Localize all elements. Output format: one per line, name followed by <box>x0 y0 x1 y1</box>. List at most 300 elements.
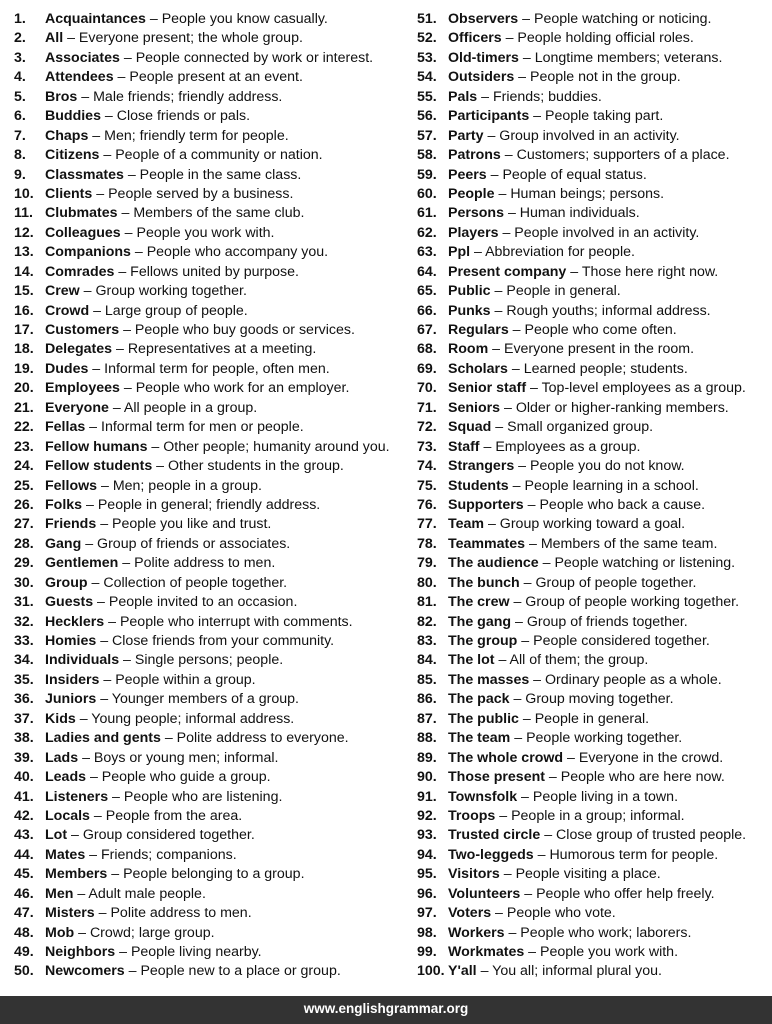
item-term: Juniors <box>45 691 97 708</box>
item-number: 23. <box>14 438 34 455</box>
item-number: 30. <box>14 574 34 591</box>
item-definition: Informal term for people, often men. <box>104 360 330 377</box>
item-definition: People considered together. <box>533 633 710 649</box>
item-term: Supporters <box>448 496 524 513</box>
item-definition: Group working toward a goal. <box>499 516 686 533</box>
item-separator: – <box>94 905 111 922</box>
item-separator: – <box>510 730 527 747</box>
list-item <box>14 535 404 554</box>
item-definition: People not in the group. <box>530 69 681 86</box>
item-text <box>45 515 271 534</box>
item-text <box>45 496 320 515</box>
item-separator: – <box>508 322 525 338</box>
list-item <box>14 418 404 437</box>
item-number: 64. <box>417 263 437 280</box>
item-number: 55. <box>417 88 437 105</box>
item-text <box>45 107 250 126</box>
item-separator: – <box>79 283 96 300</box>
item-number: 62. <box>417 224 437 241</box>
item-term: Scholars <box>448 360 508 377</box>
item-number: 77. <box>417 516 437 533</box>
item-text <box>448 924 691 943</box>
item-term: Men <box>45 885 74 902</box>
item-term: Crowd <box>45 302 90 319</box>
item-text <box>45 302 248 321</box>
item-term: The team <box>448 730 511 747</box>
item-text <box>448 846 718 865</box>
item-term: Room <box>448 341 489 358</box>
item-definition: People who guide a group. <box>101 769 271 786</box>
item-separator: – <box>518 49 535 66</box>
item-number: 47. <box>14 905 34 922</box>
item-definition: Everyone present in the room. <box>503 341 695 358</box>
list-item <box>417 263 772 282</box>
list-item <box>417 29 772 48</box>
item-separator: – <box>500 147 517 164</box>
item-separator: – <box>115 944 131 960</box>
item-definition: People living in a town. <box>532 788 679 805</box>
item-text <box>448 302 711 321</box>
item-number: 43. <box>14 827 34 844</box>
item-separator: – <box>96 691 112 708</box>
item-separator: – <box>88 360 105 377</box>
item-number: 3. <box>14 49 26 66</box>
item-term: Gang <box>45 535 82 552</box>
item-number: 18. <box>14 341 34 358</box>
item-separator: – <box>130 244 147 261</box>
list-item <box>417 360 772 379</box>
list-item <box>14 360 404 379</box>
item-text <box>45 865 305 884</box>
list-item <box>417 846 772 865</box>
list-item <box>14 554 404 573</box>
item-definition: People you do not know. <box>530 458 685 475</box>
item-text <box>448 788 678 807</box>
footer-website-link[interactable]: www.englishgrammar.org <box>0 996 772 1024</box>
item-separator: – <box>107 866 124 883</box>
list-item <box>14 729 404 748</box>
item-number: 92. <box>417 807 437 824</box>
item-separator: – <box>118 555 135 572</box>
item-text <box>448 807 685 826</box>
list-item <box>14 826 404 845</box>
item-definition: Large group of people. <box>104 302 248 319</box>
list-item <box>14 671 404 690</box>
item-term: The bunch <box>448 574 520 591</box>
item-text <box>448 904 616 923</box>
item-term: Clubmates <box>45 205 118 222</box>
item-text <box>45 477 262 496</box>
item-term: Gentlemen <box>45 555 119 572</box>
list-item <box>417 865 772 884</box>
item-term: Individuals <box>45 652 120 669</box>
item-definition: People watching or noticing. <box>533 11 712 27</box>
list-item <box>417 204 772 223</box>
item-definition: Learned people; students. <box>523 360 688 377</box>
item-definition: People who back a cause. <box>539 496 706 513</box>
item-definition: Fellows united by purpose. <box>130 263 299 280</box>
item-number: 13. <box>14 244 34 261</box>
item-definition: Everyone in the crowd. <box>578 749 724 766</box>
item-definition: People who interrupt with comments. <box>119 613 353 630</box>
list-item <box>14 224 404 243</box>
item-separator: – <box>494 185 511 202</box>
list-item <box>14 924 404 943</box>
item-text <box>448 749 723 768</box>
list-item <box>417 127 772 146</box>
item-term: The pack <box>448 691 510 708</box>
item-definition: Ordinary people as a whole. <box>545 671 722 688</box>
item-term: Staff <box>448 438 480 455</box>
item-text <box>45 574 287 593</box>
item-text <box>448 127 680 146</box>
item-term: Senior staff <box>448 380 527 397</box>
item-definition: People who are listening. <box>123 788 283 805</box>
item-text <box>448 243 635 262</box>
item-term: Voters <box>448 905 492 922</box>
item-term: Peers <box>448 166 487 183</box>
item-text <box>448 282 621 301</box>
item-separator: – <box>81 535 98 552</box>
item-term: Students <box>448 477 509 494</box>
item-number: 39. <box>14 749 34 766</box>
list-item <box>14 574 404 593</box>
item-text <box>45 166 301 185</box>
item-definition: People of a community or nation. <box>115 147 323 164</box>
item-term: Clients <box>45 185 93 202</box>
item-number: 70. <box>417 380 437 397</box>
list-item <box>14 438 404 457</box>
item-text <box>45 321 355 340</box>
item-number: 60. <box>417 185 437 202</box>
item-number: 87. <box>417 710 437 727</box>
list-item <box>417 632 772 651</box>
item-definition: Group considered together. <box>82 827 255 844</box>
list-item <box>417 302 772 321</box>
item-text <box>45 360 330 379</box>
item-definition: People working together. <box>526 730 683 747</box>
item-text <box>448 204 640 223</box>
list-item <box>417 943 772 962</box>
item-separator: – <box>507 360 524 377</box>
list-item <box>14 632 404 651</box>
item-definition: Abbreviation for people. <box>485 244 635 261</box>
item-term: Misters <box>45 905 95 922</box>
list-item <box>14 340 404 359</box>
item-text <box>448 146 730 165</box>
item-separator: – <box>533 846 550 863</box>
item-separator: – <box>86 769 102 786</box>
item-definition: People from the area. <box>105 807 243 824</box>
item-number: 21. <box>14 399 34 416</box>
item-number: 79. <box>417 555 437 572</box>
item-separator: – <box>67 827 83 844</box>
item-text <box>45 146 323 165</box>
item-definition: Older or higher-ranking members. <box>515 399 729 416</box>
item-text <box>45 710 294 729</box>
item-number: 67. <box>417 322 437 338</box>
item-definition: People you work with. <box>540 944 679 960</box>
item-definition: Close group of trusted people. <box>556 827 747 844</box>
item-text <box>45 729 349 748</box>
item-term: Group <box>45 574 88 591</box>
item-text <box>448 49 722 68</box>
item-definition: People who work for an employer. <box>135 380 350 397</box>
item-term: Trusted circle <box>448 827 541 844</box>
item-text <box>45 10 328 29</box>
item-definition: Other people; humanity around you. <box>163 438 390 455</box>
list-item <box>417 166 772 185</box>
item-text <box>448 593 739 612</box>
item-number: 93. <box>417 827 437 844</box>
item-text <box>45 632 334 651</box>
item-text <box>45 418 304 437</box>
item-definition: Those here right now. <box>581 263 719 280</box>
item-term: Teammates <box>448 535 526 552</box>
item-separator: – <box>89 807 106 824</box>
list-item <box>417 49 772 68</box>
item-number: 6. <box>14 108 26 125</box>
item-term: The masses <box>448 671 530 688</box>
item-number: 38. <box>14 730 34 747</box>
item-definition: People who are here now. <box>560 769 725 786</box>
item-separator: – <box>89 302 105 319</box>
item-definition: All people in a group. <box>123 399 258 416</box>
item-term: Bros <box>45 88 78 105</box>
list-item <box>417 535 772 554</box>
item-term: Y'all <box>448 963 477 980</box>
item-term: The whole crowd <box>448 749 564 766</box>
item-number: 40. <box>14 769 34 786</box>
item-number: 51. <box>417 11 437 27</box>
item-separator: – <box>104 613 120 630</box>
item-definition: Human individuals. <box>519 205 640 222</box>
item-number: 88. <box>417 730 437 747</box>
item-definition: Male friends; friendly address. <box>93 88 283 105</box>
item-separator: – <box>504 924 521 941</box>
item-text <box>448 185 664 204</box>
item-term: Crew <box>45 283 80 300</box>
item-definition: Group moving together. <box>525 691 674 708</box>
item-term: Strangers <box>448 458 515 475</box>
item-term: Hecklers <box>45 613 105 630</box>
item-number: 14. <box>14 263 34 280</box>
item-text <box>45 127 289 146</box>
item-definition: People you like and trust. <box>112 516 272 533</box>
item-number: 81. <box>417 594 437 611</box>
list-item <box>14 904 404 923</box>
item-number: 73. <box>417 438 437 455</box>
item-separator: – <box>486 166 503 183</box>
item-term: The audience <box>448 555 539 572</box>
list-item <box>14 166 404 185</box>
item-separator: – <box>119 380 136 397</box>
item-text <box>448 379 746 398</box>
item-text <box>448 263 718 282</box>
item-term: Comrades <box>45 263 115 280</box>
item-separator: – <box>112 341 128 358</box>
list-item <box>14 749 404 768</box>
item-text <box>448 457 685 476</box>
item-term: Everyone <box>45 399 109 416</box>
item-separator: – <box>490 283 507 300</box>
item-separator: – <box>538 555 555 572</box>
item-number: 11. <box>14 205 33 222</box>
item-number: 26. <box>14 496 34 513</box>
list-item <box>14 263 404 282</box>
item-number: 20. <box>14 380 34 397</box>
item-number: 58. <box>417 147 437 164</box>
item-term: Folks <box>45 496 83 513</box>
item-text <box>448 29 694 48</box>
item-number: 71. <box>417 399 437 416</box>
item-term: Employees <box>45 380 120 397</box>
list-item <box>14 282 404 301</box>
item-text <box>448 224 699 243</box>
item-text <box>45 340 316 359</box>
item-separator: – <box>73 885 89 902</box>
item-separator: – <box>479 438 496 455</box>
item-term: Visitors <box>448 866 500 883</box>
item-term: Outsiders <box>448 69 515 86</box>
list-item <box>417 68 772 87</box>
list-item <box>14 807 404 826</box>
item-number: 16. <box>14 302 34 319</box>
list-item <box>417 690 772 709</box>
word-list-column-left <box>14 10 404 982</box>
item-term: The gang <box>448 613 512 630</box>
item-separator: – <box>563 749 579 766</box>
item-definition: Group of friends or associates. <box>97 535 291 552</box>
item-separator: – <box>523 496 540 513</box>
item-text <box>448 632 710 651</box>
item-number: 85. <box>417 671 437 688</box>
item-definition: Small organized group. <box>507 419 654 436</box>
item-separator: – <box>82 496 98 513</box>
item-number: 44. <box>14 846 34 863</box>
item-text <box>45 904 252 923</box>
item-term: The crew <box>448 594 510 611</box>
list-item <box>14 768 404 787</box>
list-item <box>417 613 772 632</box>
item-definition: People in general. <box>534 710 650 727</box>
item-definition: Longtime members; veterans. <box>534 49 723 66</box>
item-definition: People in general; friendly address. <box>97 496 321 513</box>
item-definition: People in a group; informal. <box>511 807 685 824</box>
item-text <box>448 826 746 845</box>
item-text <box>448 535 717 554</box>
item-term: Workers <box>448 924 505 941</box>
item-separator: – <box>145 11 162 27</box>
item-number: 45. <box>14 866 34 883</box>
item-definition: Informal term for men or people. <box>101 419 304 436</box>
item-text <box>448 554 735 573</box>
item-number: 27. <box>14 516 34 533</box>
item-term: Patrons <box>448 147 501 164</box>
item-number: 96. <box>417 885 437 902</box>
list-item <box>14 962 404 981</box>
item-term: Insiders <box>45 671 100 688</box>
item-number: 32. <box>14 613 34 630</box>
item-definition: Customers; supporters of a place. <box>516 147 730 164</box>
item-definition: Group of friends together. <box>526 613 688 630</box>
item-number: 46. <box>14 885 34 902</box>
item-definition: People who come often. <box>524 322 677 338</box>
item-definition: People belonging to a group. <box>123 866 305 883</box>
item-separator: – <box>123 166 140 183</box>
list-item <box>14 127 404 146</box>
item-separator: – <box>74 924 90 941</box>
item-text <box>45 651 283 670</box>
item-definition: Group of people working together. <box>525 594 740 611</box>
list-item <box>14 29 404 48</box>
item-definition: People connected by work or interest. <box>135 49 374 66</box>
item-term: Those present <box>448 769 545 786</box>
item-number: 33. <box>14 633 34 649</box>
item-term: Workmates <box>448 944 525 960</box>
item-term: Mates <box>45 846 86 863</box>
item-separator: – <box>97 477 113 494</box>
item-definition: People in general. <box>506 283 621 300</box>
item-term: Present company <box>448 263 567 280</box>
item-separator: – <box>119 322 135 338</box>
item-text <box>45 49 373 68</box>
item-term: Seniors <box>448 399 501 416</box>
list-item <box>417 515 772 534</box>
item-term: Acquaintances <box>45 11 146 27</box>
item-separator: – <box>93 594 109 611</box>
item-separator: – <box>520 885 537 902</box>
item-number: 54. <box>417 69 437 86</box>
list-item <box>14 710 404 729</box>
item-definition: People visiting a place. <box>515 866 661 883</box>
item-separator: – <box>96 633 113 649</box>
item-text <box>45 749 278 768</box>
item-separator: – <box>470 244 486 261</box>
list-item <box>417 88 772 107</box>
item-term: Citizens <box>45 147 100 164</box>
item-separator: – <box>491 905 507 922</box>
item-separator: – <box>92 185 109 202</box>
item-separator: – <box>498 224 515 241</box>
item-text <box>448 574 696 593</box>
item-number: 24. <box>14 458 34 475</box>
list-item <box>417 729 772 748</box>
item-number: 98. <box>417 924 437 941</box>
item-number: 57. <box>417 127 437 144</box>
item-text <box>448 107 663 126</box>
item-number: 22. <box>14 419 34 436</box>
item-definition: Polite address to men. <box>134 555 276 572</box>
item-term: Mob <box>45 924 75 941</box>
list-item <box>14 846 404 865</box>
list-item <box>417 321 772 340</box>
item-text <box>45 243 328 262</box>
item-text <box>448 399 729 418</box>
item-term: Party <box>448 127 484 144</box>
item-term: Attendees <box>45 69 114 86</box>
item-definition: Polite address to men. <box>110 905 252 922</box>
item-number: 94. <box>417 846 437 863</box>
list-item <box>14 477 404 496</box>
item-separator: – <box>540 827 557 844</box>
item-term: Companions <box>45 244 131 261</box>
item-definition: Group involved in an activity. <box>499 127 680 144</box>
word-list-column-right <box>417 10 772 982</box>
item-definition: Human beings; persons. <box>510 185 665 202</box>
list-item <box>417 807 772 826</box>
item-term: Leads <box>45 769 87 786</box>
